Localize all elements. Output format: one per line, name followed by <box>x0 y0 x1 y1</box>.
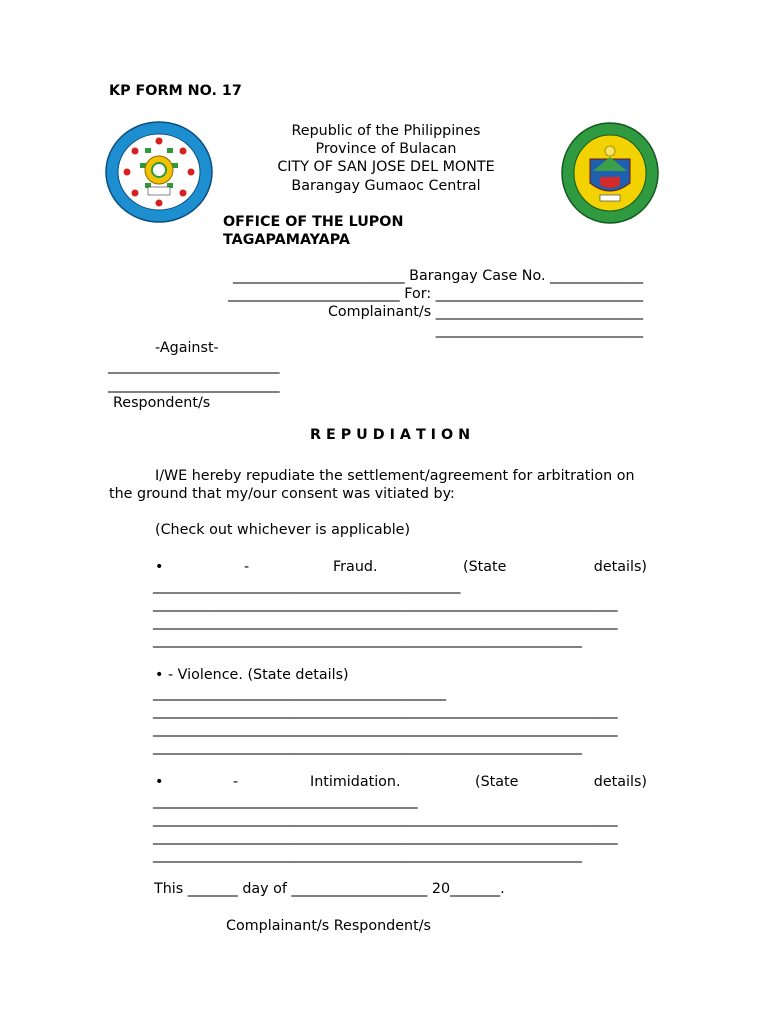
fraud-label: Fraud. <box>333 559 378 575</box>
intimidation-line-3: _________________________________________________________________ <box>153 829 618 845</box>
intimidation-state-label: (State <box>475 774 519 790</box>
city-seal-icon <box>560 121 660 225</box>
intimidation-label: Intimidation. <box>310 774 401 790</box>
respondent-line-2: ________________________ <box>108 377 280 393</box>
check-instruction: (Check out whichever is applicable) <box>155 522 411 538</box>
header-city: CITY OF SAN JOSE DEL MONTE <box>277 159 495 175</box>
complainant-line-2: _____________________________ <box>435 322 643 338</box>
intimidation-bullet: • <box>155 774 164 790</box>
body-paragraph-line2: the ground that my/our consent was vitiated by: <box>109 486 455 502</box>
office-title-line2: TAGAPAMAYAPA <box>223 232 350 248</box>
against-label: -Against- <box>155 340 219 356</box>
fraud-bullet: • <box>155 559 164 575</box>
barangay-seal-logo <box>105 121 213 227</box>
office-title-line1: OFFICE OF THE LUPON <box>223 214 404 230</box>
fraud-line-4: ____________________________________________________________ <box>153 632 582 648</box>
fraud-state-label: (State <box>463 559 507 575</box>
intimidation-line-4: ____________________________________________________________ <box>153 847 582 863</box>
fraud-line-3: _________________________________________________________________ <box>153 614 618 630</box>
signature-labels: Complainant/s Respondent/s <box>226 918 431 934</box>
fraud-details-label: details) <box>593 559 647 575</box>
violence-line-1: _________________________________________ <box>153 685 447 701</box>
intimidation-line-2: _________________________________________________________________ <box>153 811 618 827</box>
header-province: Province of Bulacan <box>315 141 457 157</box>
city-seal-logo <box>560 121 660 229</box>
intimidation-line-1: _____________________________________ <box>153 793 418 809</box>
fraud-dash: - <box>244 559 250 575</box>
header-republic: Republic of the Philippines <box>291 123 481 139</box>
violence-label: • - Violence. (State details) <box>155 667 349 683</box>
case-for-line: ________________________ For: _____________________________ <box>228 286 643 302</box>
case-number-line: ________________________ Barangay Case No. _____________ <box>233 268 643 284</box>
date-line: This _______ day of ___________________ 20_______. <box>154 881 505 897</box>
violence-line-4: ____________________________________________________________ <box>153 739 582 755</box>
complainant-line: Complainant/s _____________________________ <box>327 304 643 320</box>
header-barangay: Barangay Gumaoc Central <box>291 178 481 194</box>
document-title: R E P U D I A T I O N <box>310 427 471 443</box>
form-number: KP FORM NO. 17 <box>109 83 242 99</box>
fraud-line-1: ___________________________________________ <box>153 578 461 594</box>
violence-line-2: _________________________________________________________________ <box>153 703 618 719</box>
intimidation-dash: - <box>233 774 239 790</box>
fraud-line-2: _________________________________________________________________ <box>153 596 618 612</box>
respondent-label: Respondent/s <box>113 395 211 411</box>
respondent-line-1: ________________________ <box>108 358 280 374</box>
violence-line-3: _________________________________________________________________ <box>153 721 618 737</box>
body-paragraph-line1: I/WE hereby repudiate the settlement/agreement for arbitration on <box>155 468 635 484</box>
intimidation-details-label: details) <box>593 774 647 790</box>
barangay-seal-icon <box>105 121 213 223</box>
